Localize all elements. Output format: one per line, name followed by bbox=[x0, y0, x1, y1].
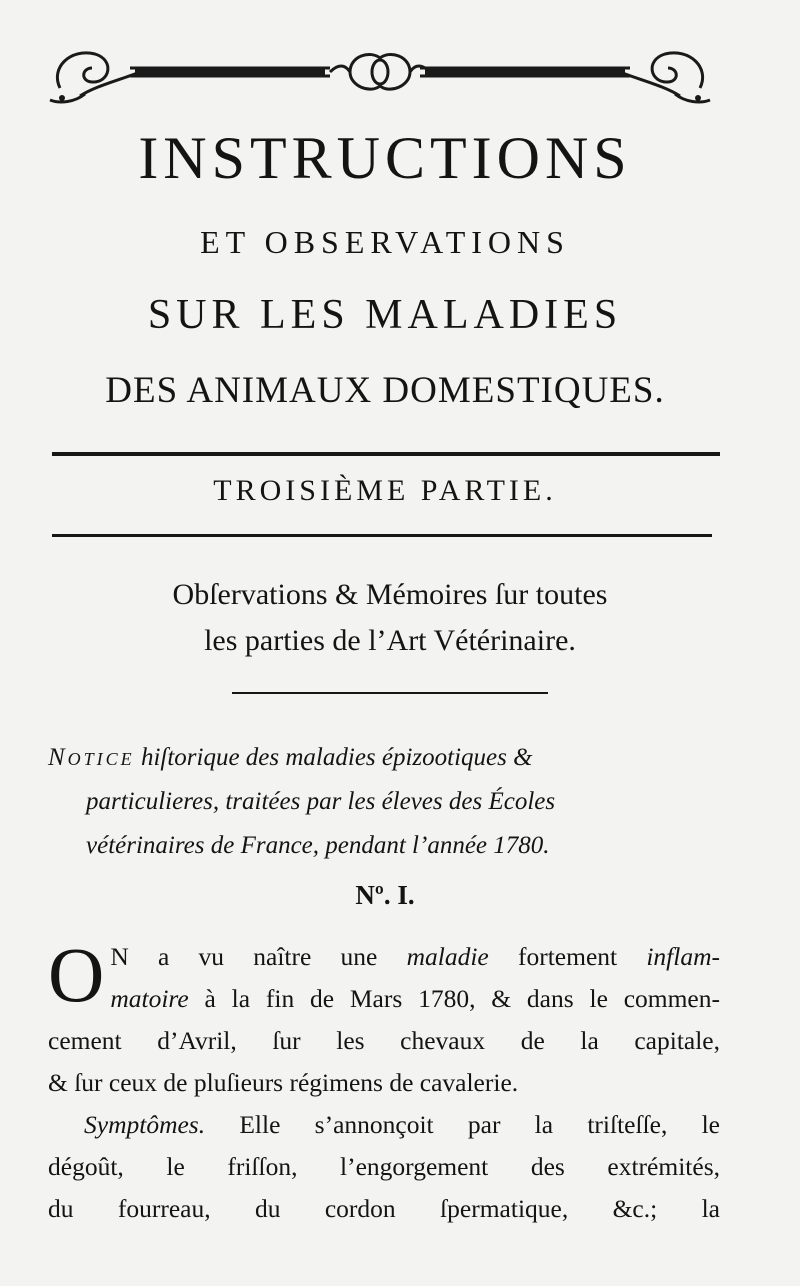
paragraph-2 bbox=[48, 1104, 720, 1230]
header-ornament bbox=[40, 38, 720, 110]
notice-line-1-rest: hiſtorique des maladies épizootiques & bbox=[134, 744, 533, 771]
notice-line-3: vétérinaires de France, pendant l’année 1780. bbox=[86, 832, 550, 859]
subtitle-line-3: DES ANIMAUX DOMESTIQUES. bbox=[105, 370, 665, 411]
paragraph-1-line-1: N a vu naître une maladie fortement inflam- bbox=[110, 942, 721, 971]
part-title: TROISIÈME PARTIE. bbox=[213, 474, 557, 507]
drop-cap: O bbox=[48, 931, 105, 1018]
divider-rule-middle bbox=[52, 534, 712, 537]
book-title: INSTRUCTIONS bbox=[138, 125, 632, 191]
paragraph-2-line-2: dégoût, le friſſon, l’engorgement des extrémités, bbox=[48, 1152, 720, 1181]
divider-rule-short bbox=[232, 692, 548, 694]
subtitle-line-1: ET OBSERVATIONS bbox=[200, 224, 570, 260]
notice-heading bbox=[48, 736, 728, 868]
section-title-line-1: Obſervations & Mémoires ſur toutes bbox=[172, 578, 608, 611]
paragraph-2-line-3: du fourreau, du cordon ſpermatique, &c.; la bbox=[48, 1194, 720, 1223]
divider-rule-top bbox=[52, 452, 720, 456]
paragraph-1 bbox=[48, 931, 721, 1104]
paragraph-2-line-1: Symptômes. Elle s’annonçoit par la triſteſſe, le bbox=[84, 1110, 720, 1139]
notice-line-2: particulieres, traitées par les éleves des Écoles bbox=[86, 788, 556, 815]
section-title bbox=[50, 572, 730, 664]
paragraph-1-line-4: & ſur ceux de pluſieurs régimens de cavalerie. bbox=[48, 1068, 519, 1097]
article-number: Nº. I. bbox=[355, 880, 415, 910]
paragraph-1-line-3: cement d’Avril, ſur les chevaux de la capitale, bbox=[48, 1026, 720, 1055]
paragraph-1-line-2: matoire à la fin de Mars 1780, & dans le commen- bbox=[110, 984, 720, 1013]
article-body bbox=[48, 931, 721, 1230]
notice-line-1 bbox=[48, 736, 728, 780]
notice-lead: Notice bbox=[48, 744, 135, 771]
subtitle-line-2: SUR LES MALADIES bbox=[147, 292, 623, 338]
section-title-line-2: les parties de l’Art Vétérinaire. bbox=[204, 624, 576, 657]
